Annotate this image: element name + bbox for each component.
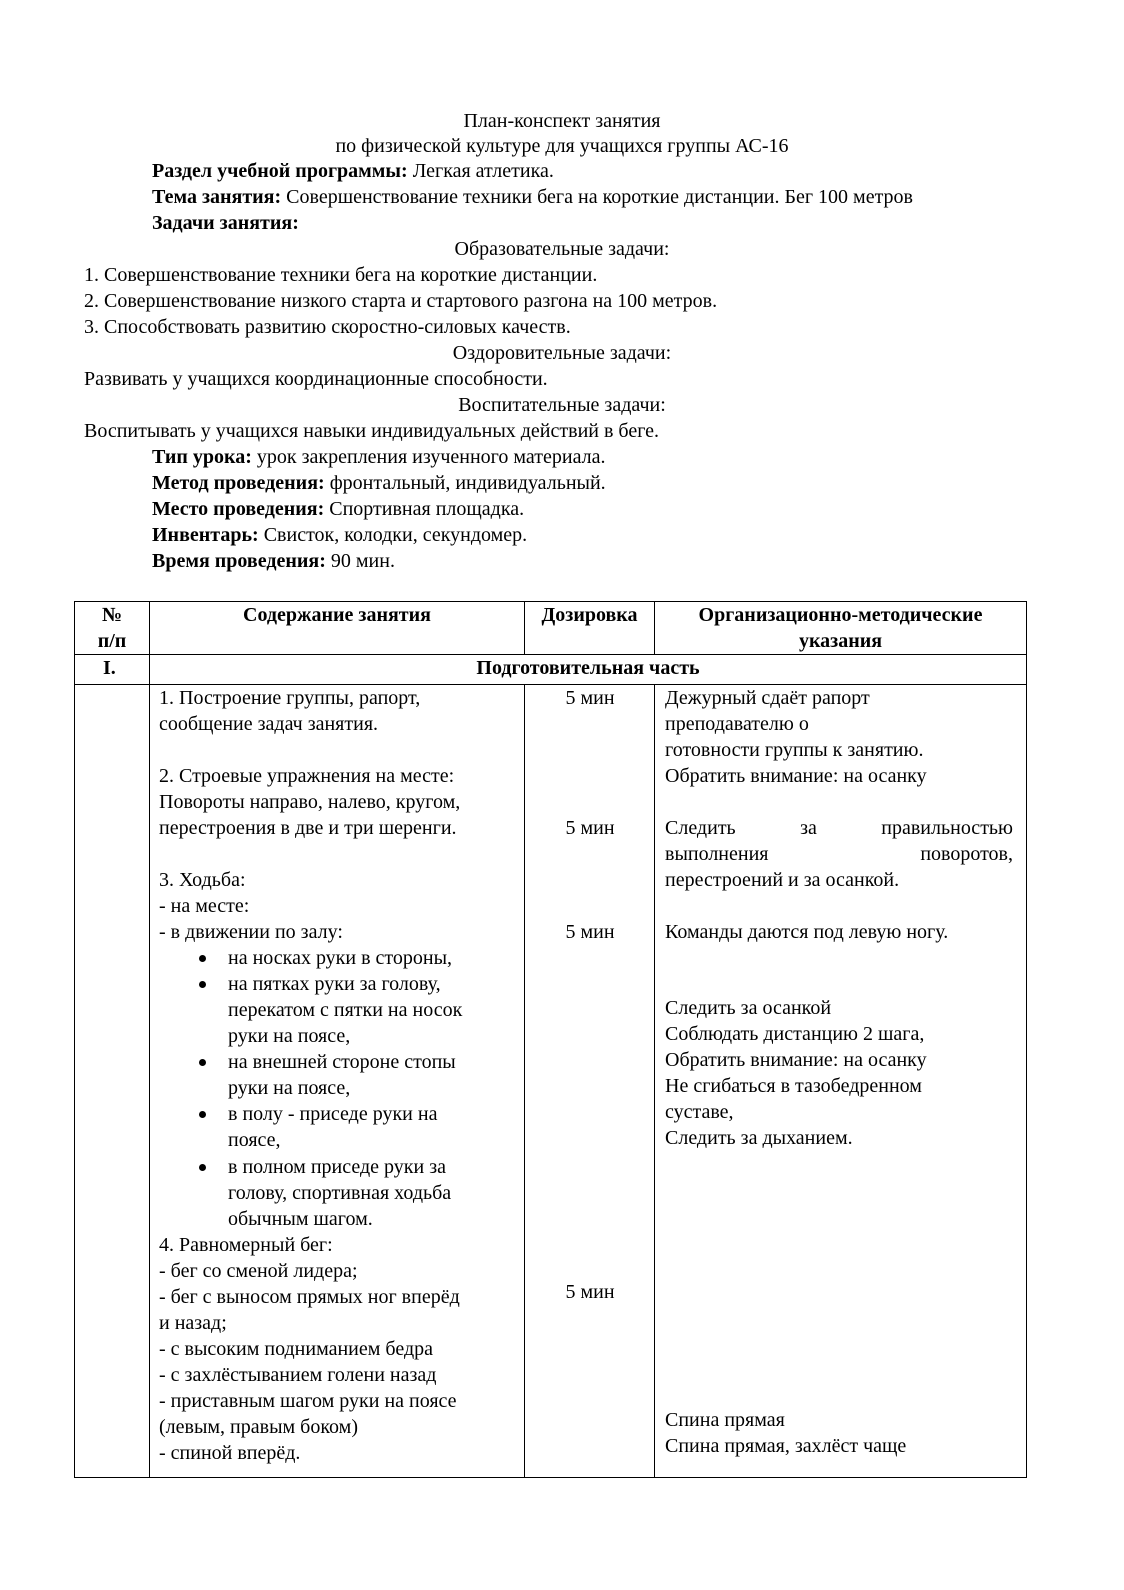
- lesson-table: [74, 601, 1027, 1478]
- place-line: Место проведения: Спортивная площадка.: [152, 498, 525, 520]
- bullet-icon: [199, 1111, 206, 1118]
- lesson-type-line: Тип урока: урок закрепления изученного материала.: [152, 446, 606, 468]
- dosage-cell: 5 мин 5 мин 5 мин 5 мин: [525, 685, 655, 1478]
- topic-value: Совершенствование техники бега на короткие дистанции. Бег 100 метров: [286, 186, 914, 208]
- doc-subtitle: по физической культуре для учащихся группы АС-16: [335, 135, 789, 157]
- tasks-label: Задачи занятия:: [152, 212, 299, 234]
- method-line: Метод проведения: фронтальный, индивидуальный.: [152, 472, 606, 494]
- section-label: Раздел учебной программы:: [152, 160, 408, 182]
- header-dosage: Дозировка: [525, 602, 655, 655]
- time-line: Время проведения: 90 мин.: [152, 550, 395, 572]
- header-num: № п/п: [75, 602, 150, 655]
- doc-title: План-конспект занятия: [463, 110, 661, 132]
- section-value: Легкая атлетика.: [412, 160, 554, 182]
- educational-item-3: 3. Способствовать развитию скоростно-силовых качеств.: [84, 316, 571, 338]
- health-text: Развивать у учащихся координационные способности.: [84, 368, 548, 390]
- row-num-cell: [75, 685, 150, 1478]
- educational-item-1: 1. Совершенствование техники бега на короткие дистанции.: [84, 264, 598, 286]
- upbringing-heading: Воспитательные задачи:: [458, 394, 666, 416]
- header-content: Содержание занятия: [150, 602, 525, 655]
- table-header-row: [75, 602, 1027, 655]
- section-line: [152, 158, 554, 184]
- educational-heading: Образовательные задачи:: [454, 238, 670, 260]
- upbringing-text: Воспитывать у учащихся навыки индивидуальных действий в беге.: [84, 420, 660, 442]
- health-heading: Оздоровительные задачи:: [452, 342, 672, 364]
- topic-line: [152, 184, 913, 210]
- bullet-icon: [199, 1164, 206, 1171]
- notes-cell: Дежурный сдаёт рапорт преподавателю о готовности группы к занятию. Обратить внимание: на осанку Следить за правильностью выполнения поворотов, перестроений и за осанкой. Команды даются под левую ногу. Следить за осанкой Соблюдать дистанцию 2 шага, Обратить внимание: на осанку Не сгибаться в тазобедренном суставе, Следить за дыханием. Спина прямая Спина прямая, захлёст чаще: [655, 685, 1027, 1478]
- topic-label: Тема занятия:: [152, 186, 282, 208]
- header-notes: Организационно-методические указания: [655, 602, 1027, 655]
- inventory-line: Инвентарь: Свисток, колодки, секундомер.: [152, 524, 528, 546]
- section-title: Подготовительная часть: [150, 655, 1027, 685]
- bullet-icon: [199, 981, 206, 988]
- bullet-icon: [199, 1059, 206, 1066]
- table-row: [75, 685, 1027, 1478]
- educational-item-2: 2. Совершенствование низкого старта и стартового разгона на 100 метров.: [84, 290, 718, 312]
- bullet-icon: [199, 955, 206, 962]
- section-row: [75, 655, 1027, 685]
- content-cell: 1. Построение группы, рапорт, сообщение задач занятия. 2. Строевые упражнения на месте: Повороты направо, налево, кругом, перестроения в две и три шеренги. 3. Ходьба: - на месте: - в движении по залу: на носках руки в стороны, на пятках руки за голову, перекатом с пятки на носок руки на поясе, на внешней стороне стопы руки на поясе, в полу - приседе руки на поясе, в полном приседе руки за голову, спортивная ходьба обычным шагом. 4. Равномерный бег: - бег со сменой лидера; - бег с выносом прямых ног вперёд и назад; - с высоким подниманием бедра - с захлёстыванием голени назад - приставным шагом руки на поясе (левым, правым боком) - спиной вперёд.: [150, 685, 525, 1478]
- section-num: I.: [75, 655, 150, 685]
